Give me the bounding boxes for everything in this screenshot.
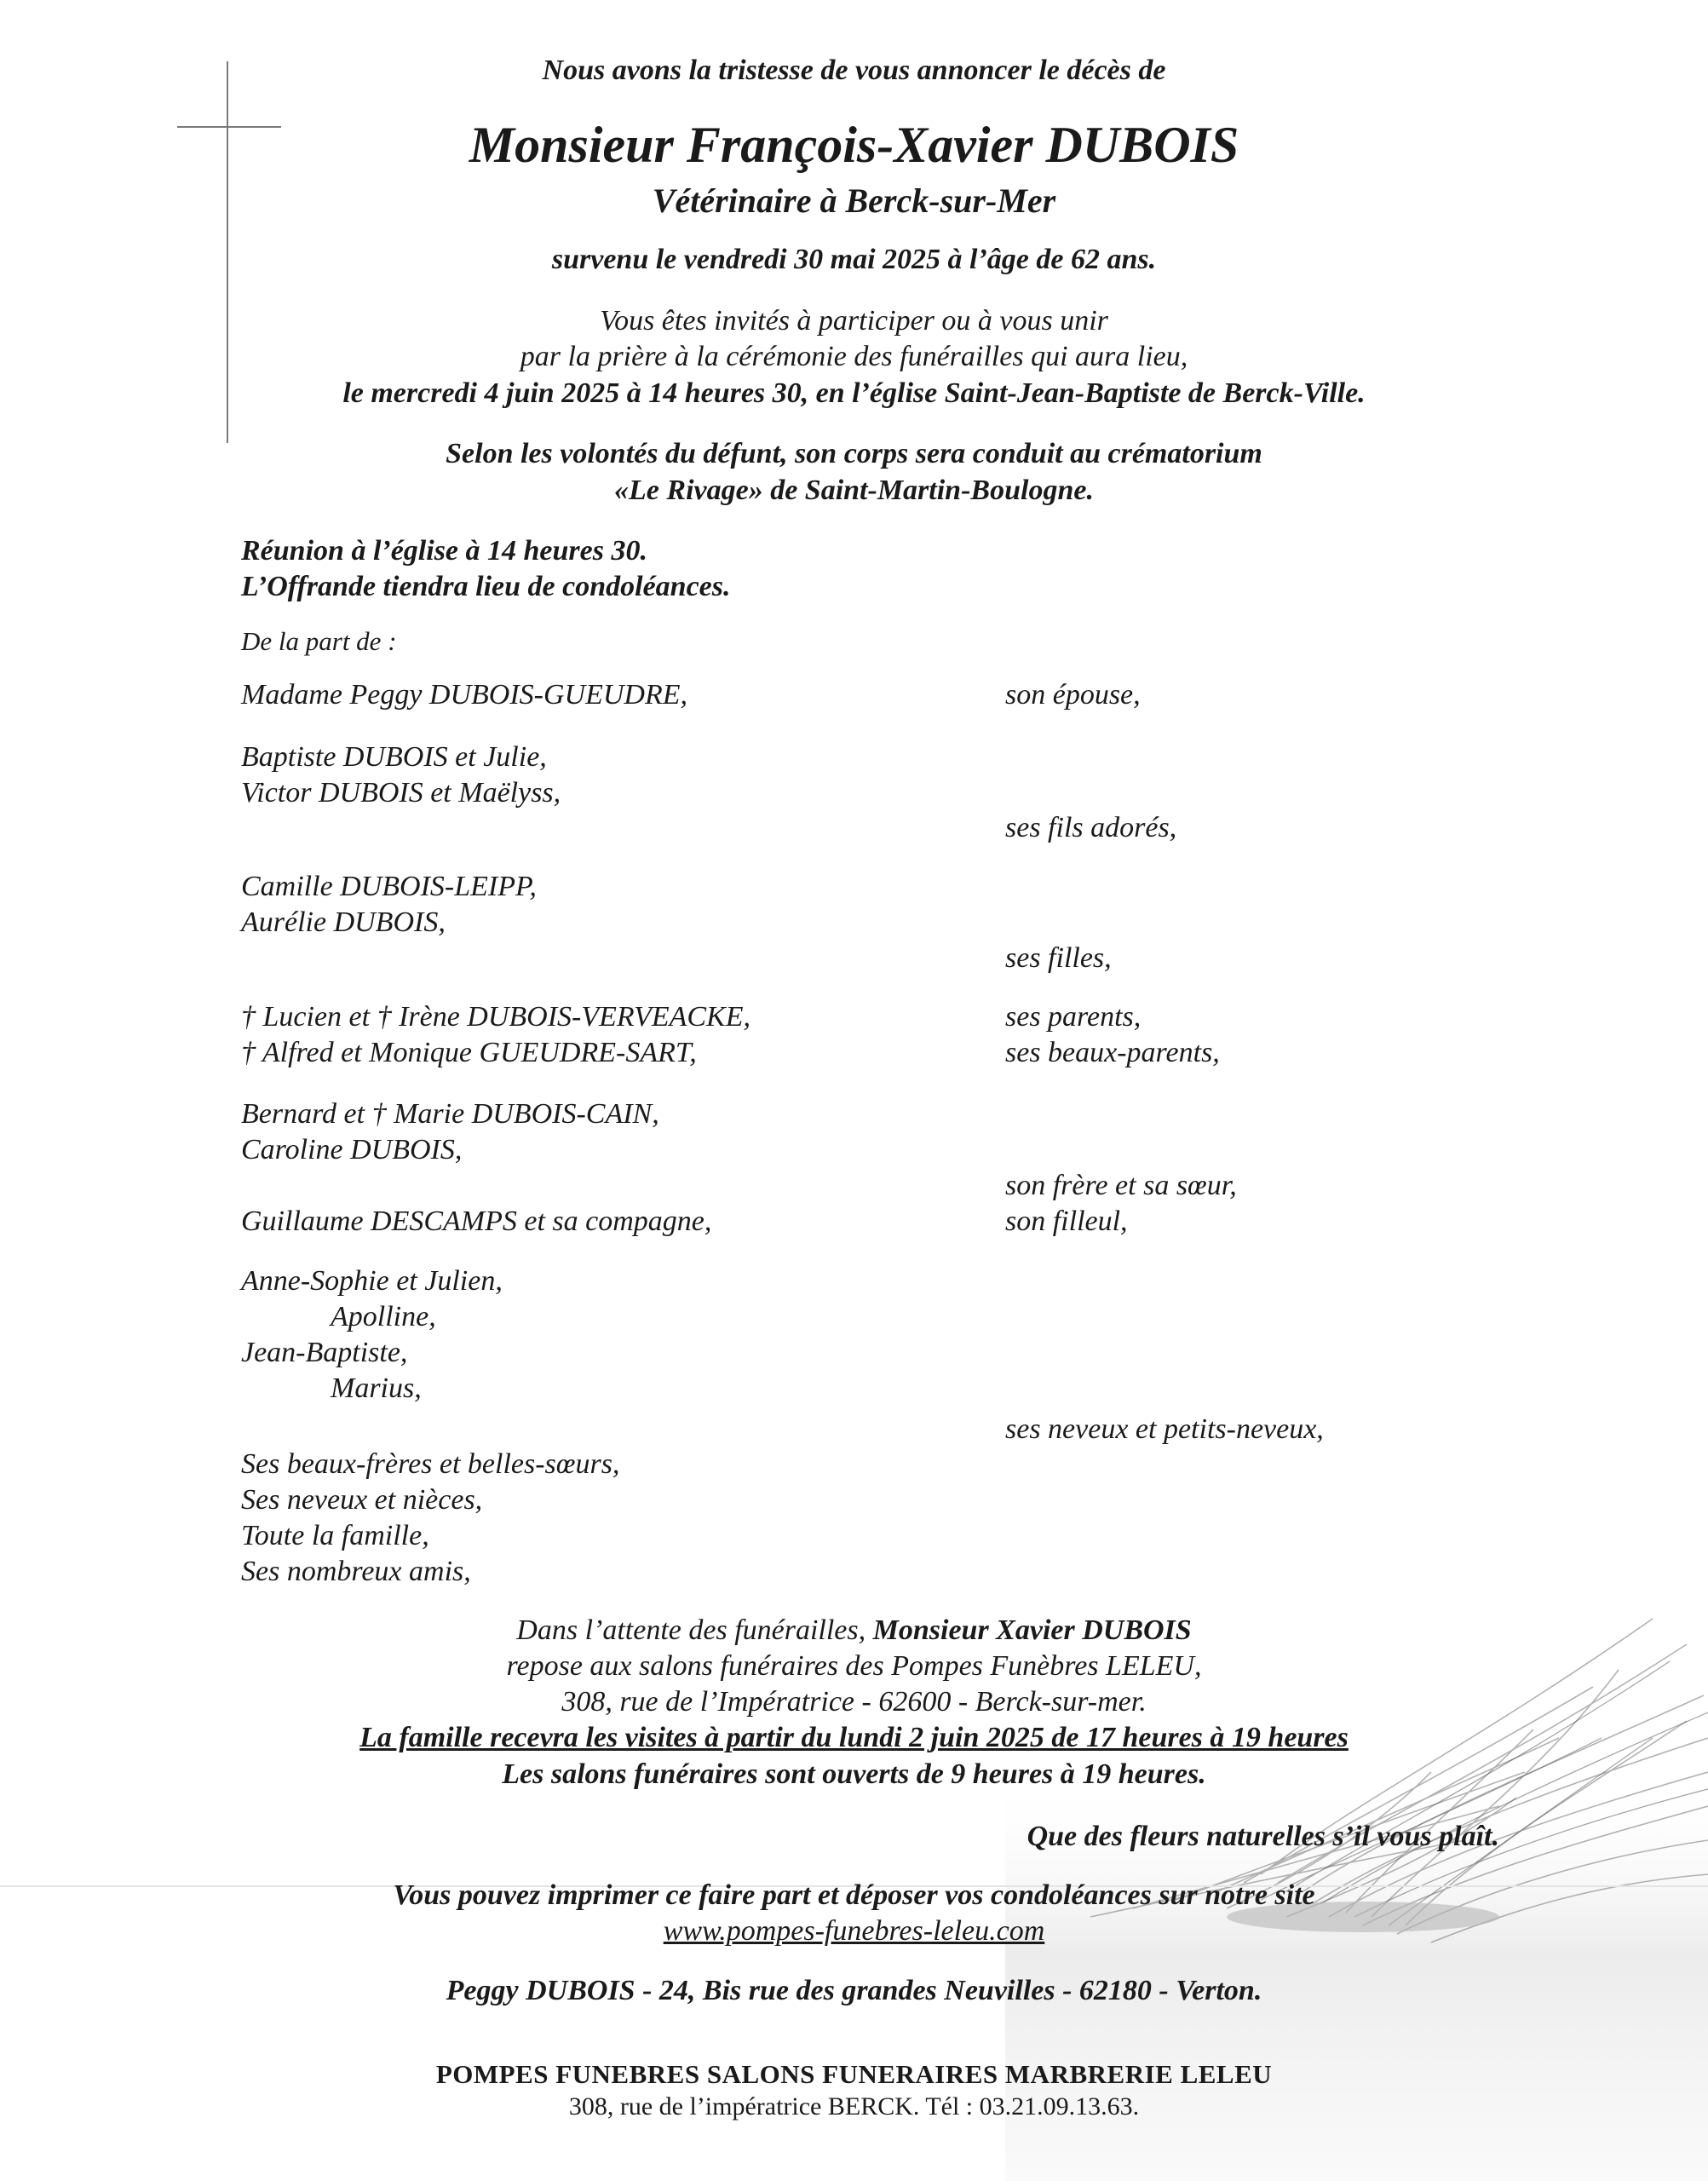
- offering-note: L’Offrande tiendra lieu de condoléances.: [241, 571, 731, 602]
- family-relation: son frère et sa sœur,: [1005, 1170, 1237, 1201]
- family-relation: ses fils adorés,: [1005, 812, 1177, 843]
- funeral-home-address: 308, rue de l’impératrice BERCK. Tél : 03.21.09.13.63.: [568, 2092, 1140, 2121]
- website-link[interactable]: www.pompes-funebres-leleu.com: [663, 1915, 1045, 1947]
- invitation-line-1: Vous êtes invités à participer ou à vous unir: [600, 305, 1108, 337]
- family-left-line: Madame Peggy DUBOIS-GUEUDRE,: [241, 679, 688, 711]
- family-left-line: Victor DUBOIS et Maëlyss,: [241, 777, 561, 809]
- cremation-line-1: Selon les volontés du défunt, son corps sera conduit au crématorium: [446, 438, 1262, 469]
- family-left-line: Apolline,: [331, 1301, 436, 1332]
- family-relation: son filleul,: [1005, 1206, 1128, 1237]
- family-left-line: Marius,: [331, 1372, 422, 1404]
- family-left-line: † Lucien et † Irène DUBOIS-VERVEACKE,: [241, 1001, 751, 1033]
- family-contact-address: Peggy DUBOIS - 24, Bis rue des grandes Neuvilles - 62180 - Verton.: [446, 1975, 1262, 2006]
- deceased-name: Monsieur François-Xavier DUBOIS: [469, 117, 1239, 173]
- family-left-line: Anne-Sophie et Julien,: [241, 1265, 503, 1297]
- cremation-line-2: «Le Rivage» de Saint-Martin-Boulogne.: [614, 475, 1094, 506]
- print-note: Vous pouvez imprimer ce faire part et déposer vos condoléances sur notre site: [393, 1879, 1315, 1911]
- family-relation: son épouse,: [1005, 679, 1141, 711]
- reunion-time: Réunion à l’église à 14 heures 30.: [241, 535, 647, 567]
- family-left-line: Guillaume DESCAMPS et sa compagne,: [241, 1206, 712, 1237]
- family-left-line: † Alfred et Monique GUEUDRE-SART,: [241, 1037, 697, 1068]
- visitation-hours: La famille recevra les visites à partir du lundi 2 juin 2025 de 17 heures à 19 heures: [359, 1722, 1349, 1753]
- flowers-note: Que des fleurs naturelles s’il vous plaît.: [1027, 1821, 1499, 1852]
- family-relation: ses neveux et petits-neveux,: [1005, 1413, 1324, 1445]
- deceased-profession: Vétérinaire à Berck-sur-Mer: [652, 181, 1056, 220]
- family-relation: ses beaux-parents,: [1005, 1037, 1220, 1068]
- visitation-intro: Dans l’attente des funérailles,: [516, 1614, 866, 1646]
- funeral-home-name: POMPES FUNEBRES SALONS FUNERAIRES MARBRERIE LELEU: [435, 2059, 1273, 2089]
- family-left-line: Ses beaux-frères et belles-sœurs,: [241, 1448, 620, 1480]
- visitation-name: Monsieur Xavier DUBOIS: [872, 1614, 1192, 1646]
- family-left-line: Aurélie DUBOIS,: [241, 906, 446, 938]
- family-relation: ses parents,: [1005, 1001, 1142, 1033]
- invitation-line-2: par la prière à la cérémonie des funérailles qui aura lieu,: [520, 341, 1188, 372]
- visitation-line-1: [0, 1614, 1708, 1647]
- visitation-address: 308, rue de l’Impératrice - 62600 - Berck-sur-mer.: [561, 1686, 1147, 1718]
- salon-opening-hours: Les salons funéraires sont ouverts de 9 heures à 19 heures.: [502, 1758, 1206, 1790]
- family-left-line: Baptiste DUBOIS et Julie,: [241, 741, 547, 773]
- family-left-line: Ses nombreux amis,: [241, 1556, 471, 1587]
- family-left-line: Ses neveux et nièces,: [241, 1484, 483, 1516]
- announcement-intro: Nous avons la tristesse de vous annoncer le décès de: [542, 55, 1166, 86]
- family-intro: De la part de :: [241, 626, 397, 656]
- death-date: survenu le vendredi 30 mai 2025 à l’âge de 62 ans.: [551, 244, 1157, 275]
- family-left-line: Toute la famille,: [241, 1520, 429, 1551]
- family-left-line: Camille DUBOIS-LEIPP,: [241, 871, 537, 902]
- family-left-line: Caroline DUBOIS,: [241, 1134, 463, 1165]
- family-left-line: Bernard et † Marie DUBOIS-CAIN,: [241, 1098, 659, 1130]
- visitation-line-2: repose aux salons funéraires des Pompes Funèbres LELEU,: [506, 1650, 1202, 1682]
- family-left-line: Jean-Baptiste,: [241, 1337, 408, 1368]
- family-relation: ses filles,: [1005, 942, 1112, 974]
- ceremony-details: le mercredi 4 juin 2025 à 14 heures 30, en l’église Saint-Jean-Baptiste de Berck-Ville.: [342, 377, 1366, 409]
